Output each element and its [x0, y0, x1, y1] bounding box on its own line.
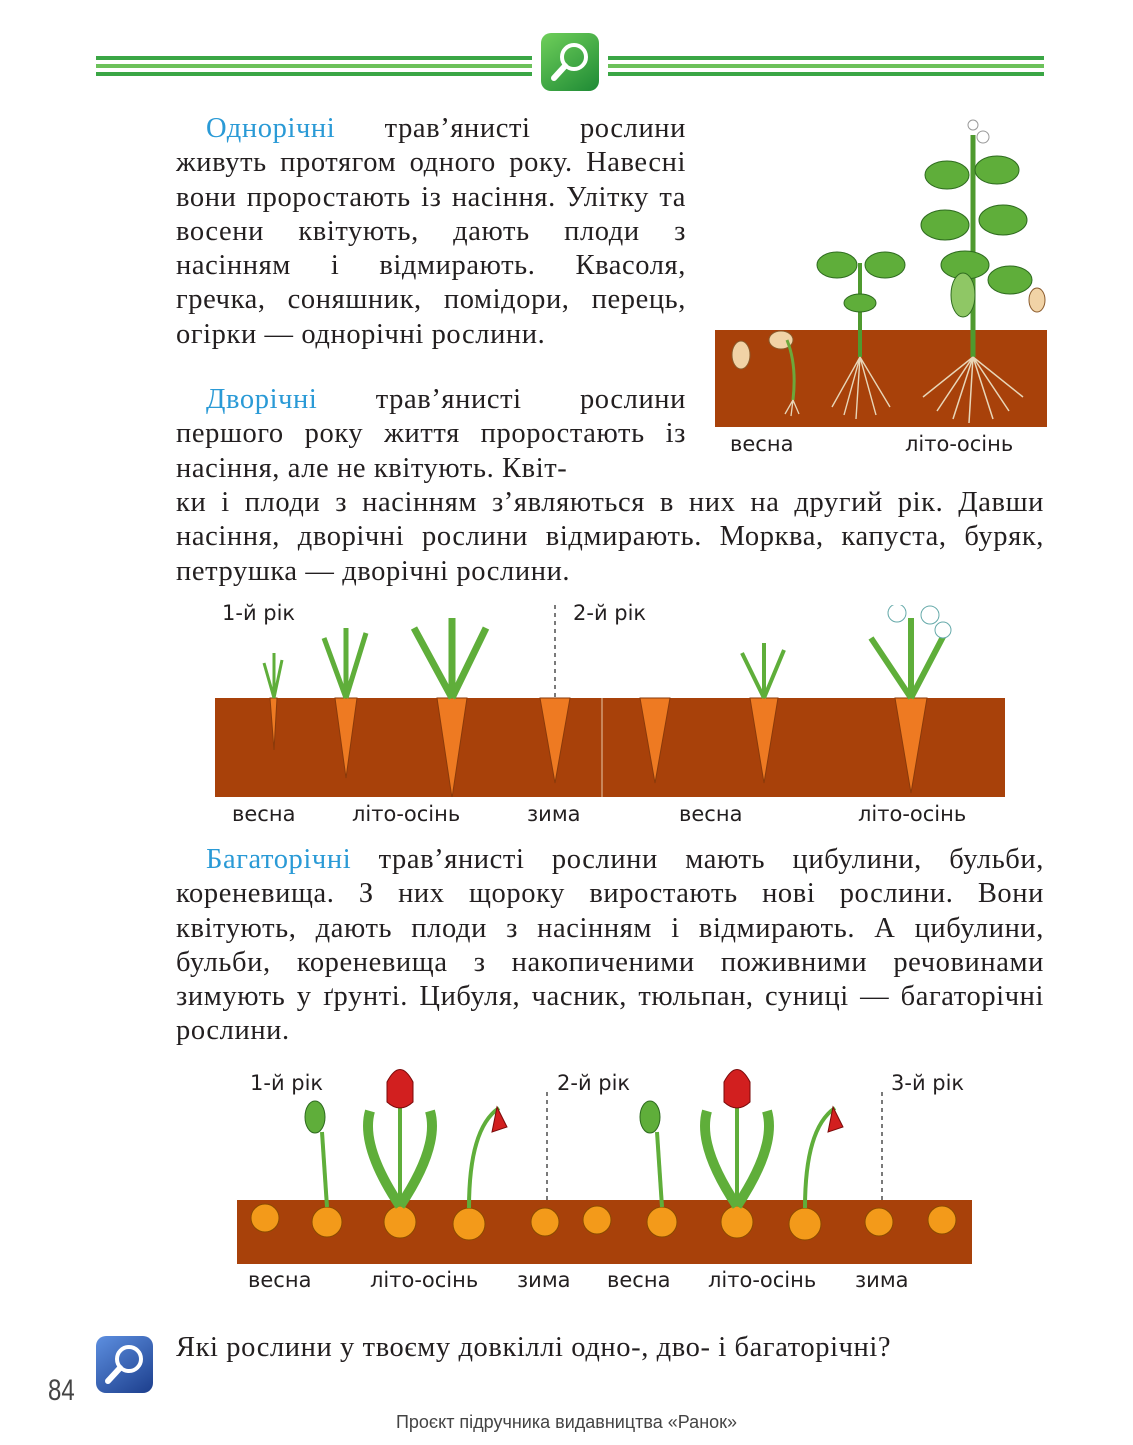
biennial-paragraph-cont: [176, 486, 1044, 589]
header-stripe-right: [608, 72, 1044, 76]
biennial-text: трав’янисті рослини першого року життя проростають із насіння, але не квітують. Квіт-: [176, 384, 686, 484]
perennial-year-1: 1-й рік: [250, 1071, 324, 1095]
biennial-caption-summer-autumn-2: літо-осінь: [858, 802, 967, 826]
biennial-year-2: 2-й рік: [573, 601, 647, 625]
perennial-caption-spring-1: весна: [248, 1268, 312, 1292]
annual-illustration: [715, 115, 1047, 427]
biennial-illustration: [215, 605, 1005, 797]
question-text: Які рослини у твоєму довкіллі одно-, дво- і багаторічні?: [176, 1332, 892, 1363]
biennial-year-1: 1-й рік: [222, 601, 296, 625]
biennial-text-cont: ки і плоди з насінням з’являються в них на другий рік. Давши насіння, дворічні рослини відмирають. Морква, капуста, буряк, петрушка — дворічні рослини.: [176, 487, 1044, 587]
header-stripe-left: [96, 64, 532, 68]
annual-caption-spring: весна: [730, 432, 794, 456]
biennial-term: Дворічні: [206, 384, 318, 415]
biennial-caption-spring-2: весна: [679, 802, 743, 826]
perennial-caption-summer-autumn-1: літо-осінь: [370, 1268, 479, 1292]
perennial-caption-winter-2: зима: [855, 1268, 909, 1292]
header-stripe-right: [608, 64, 1044, 68]
biennial-caption-winter: зима: [527, 802, 581, 826]
biennial-paragraph: [176, 383, 686, 486]
header-stripe-left: [96, 72, 532, 76]
annual-term: Однорічні: [206, 113, 336, 144]
perennial-illustration: [237, 1062, 972, 1264]
perennial-caption-summer-autumn-2: літо-осінь: [708, 1268, 817, 1292]
perennial-caption-spring-2: весна: [607, 1268, 671, 1292]
magnifier-icon: [541, 33, 599, 91]
annual-caption-summer-autumn: літо-осінь: [905, 432, 1014, 456]
biennial-caption-spring-1: весна: [232, 802, 296, 826]
perennial-year-2: 2-й рік: [557, 1071, 631, 1095]
page-number: 84: [48, 1374, 75, 1407]
header-stripe-right: [608, 56, 1044, 60]
perennial-text: трав’янисті рослини мають цибулини, бульби, кореневища. З них щороку виростають нові рослини. Вони квітують, дають плоди з насінням і відмирають. А цибулини, бульби, кореневища з накопиченими поживними речовинами зимують у ґрунті. Цибуля, часник, тюльпан, суниці — багаторічні рослини.: [176, 844, 1044, 1047]
annual-text: трав’янисті рослини живуть протягом одного року. Навесні вони проростають із насіння. Улітку та восени квітують, дають плоди з насінням і відмирають. Квасоля, гречка, соняшник, помідори, перець, огірки — однорічні рослини.: [176, 113, 686, 350]
magnifier-icon: [96, 1336, 153, 1393]
annual-paragraph: [176, 112, 686, 352]
perennial-paragraph: [176, 843, 1044, 1049]
biennial-caption-summer-autumn-1: літо-осінь: [352, 802, 461, 826]
perennial-year-3: 3-й рік: [891, 1071, 965, 1095]
perennial-term: Багаторічні: [206, 844, 352, 875]
footer-note: Проєкт підручника видавництва «Ранок»: [395, 1412, 738, 1432]
header-stripe-left: [96, 56, 532, 60]
perennial-caption-winter-1: зима: [517, 1268, 571, 1292]
